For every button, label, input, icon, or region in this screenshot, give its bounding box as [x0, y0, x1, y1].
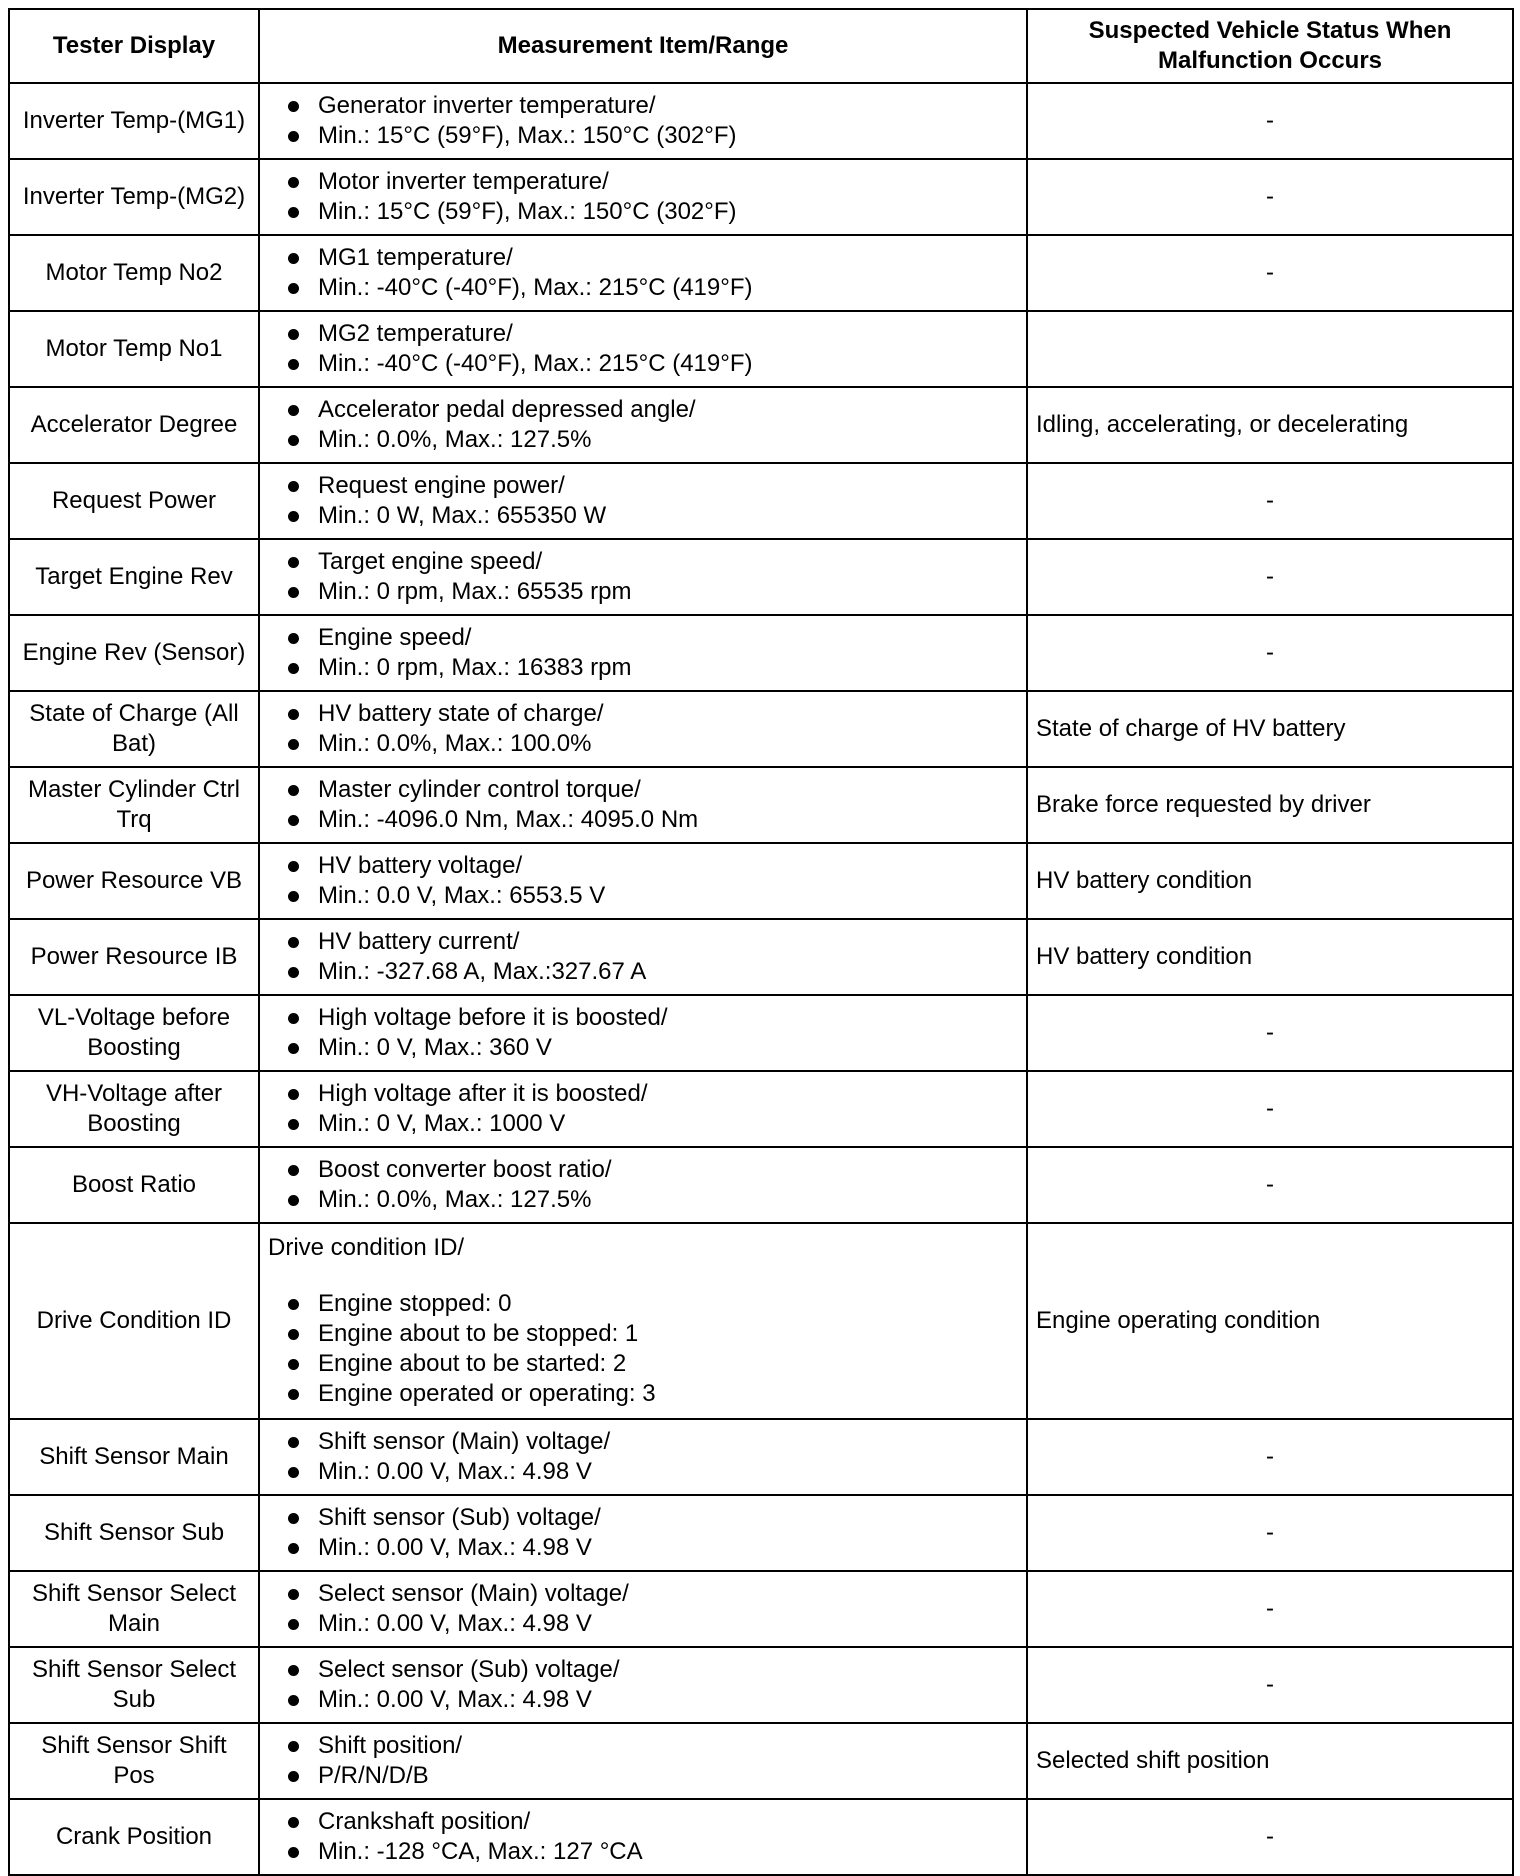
measurement-item: HV battery state of charge/ — [268, 699, 1018, 729]
tester-display-cell: Shift Sensor Sub — [9, 1495, 259, 1571]
measurement-list — [268, 1003, 1018, 1063]
measurement-item: Min.: 15°C (59°F), Max.: 150°C (302°F) — [268, 121, 1018, 151]
measurement-list — [268, 319, 1018, 379]
measurement-item: P/R/N/D/B — [268, 1761, 1018, 1791]
measurement-item: Select sensor (Main) voltage/ — [268, 1579, 1018, 1609]
measurement-item: Engine speed/ — [268, 623, 1018, 653]
measurement-item: Min.: 0 rpm, Max.: 16383 rpm — [268, 653, 1018, 683]
tester-display-cell: Power Resource IB — [9, 919, 259, 995]
header-status: Suspected Vehicle Status When Malfunction Occurs — [1027, 9, 1513, 83]
measurement-cell — [259, 843, 1027, 919]
status-cell — [1027, 311, 1513, 387]
measurement-item: Min.: 0.00 V, Max.: 4.98 V — [268, 1609, 1018, 1639]
measurement-item: Min.: 0.0%, Max.: 100.0% — [268, 729, 1018, 759]
measurement-list — [268, 547, 1018, 607]
measurement-item: Min.: -40°C (-40°F), Max.: 215°C (419°F) — [268, 273, 1018, 303]
measurement-item: Min.: 0 rpm, Max.: 65535 rpm — [268, 577, 1018, 607]
status-cell: - — [1027, 235, 1513, 311]
tester-display-cell: Inverter Temp-(MG2) — [9, 159, 259, 235]
tester-display-cell: Request Power — [9, 463, 259, 539]
measurement-item: Accelerator pedal depressed angle/ — [268, 395, 1018, 425]
table-row — [9, 159, 1513, 235]
measurement-item: Master cylinder control torque/ — [268, 775, 1018, 805]
measurement-item: Target engine speed/ — [268, 547, 1018, 577]
table-row — [9, 463, 1513, 539]
status-cell: HV battery condition — [1027, 919, 1513, 995]
tester-display-cell: Accelerator Degree — [9, 387, 259, 463]
measurement-item: Min.: 0.00 V, Max.: 4.98 V — [268, 1685, 1018, 1715]
status-cell: HV battery condition — [1027, 843, 1513, 919]
status-cell: Idling, accelerating, or decelerating — [1027, 387, 1513, 463]
tester-data-table — [8, 8, 1514, 1876]
measurement-cell — [259, 387, 1027, 463]
table-row — [9, 1147, 1513, 1223]
measurement-cell — [259, 311, 1027, 387]
tester-display-cell: Engine Rev (Sensor) — [9, 615, 259, 691]
measurement-item: Select sensor (Sub) voltage/ — [268, 1655, 1018, 1685]
table-row — [9, 995, 1513, 1071]
measurement-cell — [259, 767, 1027, 843]
tester-display-cell: VL-Voltage before Boosting — [9, 995, 259, 1071]
measurement-item: Engine about to be started: 2 — [268, 1349, 1018, 1379]
measurement-cell — [259, 995, 1027, 1071]
measurement-cell — [259, 691, 1027, 767]
measurement-list — [268, 1427, 1018, 1487]
measurement-list — [268, 1579, 1018, 1639]
measurement-list — [268, 1731, 1018, 1791]
measurement-item: Generator inverter temperature/ — [268, 91, 1018, 121]
measurement-cell — [259, 159, 1027, 235]
measurement-item: Min.: 0.00 V, Max.: 4.98 V — [268, 1457, 1018, 1487]
tester-display-cell: Boost Ratio — [9, 1147, 259, 1223]
measurement-item: MG1 temperature/ — [268, 243, 1018, 273]
measurement-cell — [259, 235, 1027, 311]
table-body — [9, 83, 1513, 1875]
status-cell: - — [1027, 615, 1513, 691]
tester-display-cell: Shift Sensor Shift Pos — [9, 1723, 259, 1799]
tester-display-cell: Motor Temp No2 — [9, 235, 259, 311]
measurement-list — [268, 1079, 1018, 1139]
measurement-item: MG2 temperature/ — [268, 319, 1018, 349]
tester-display-cell: Shift Sensor Select Main — [9, 1571, 259, 1647]
measurement-cell — [259, 463, 1027, 539]
status-cell: Selected shift position — [1027, 1723, 1513, 1799]
measurement-cell — [259, 83, 1027, 159]
status-cell: - — [1027, 463, 1513, 539]
status-cell: - — [1027, 1071, 1513, 1147]
table-row — [9, 1799, 1513, 1875]
table-row — [9, 539, 1513, 615]
measurement-item: Min.: 0 W, Max.: 655350 W — [268, 501, 1018, 531]
status-cell: - — [1027, 995, 1513, 1071]
tester-display-cell: Drive Condition ID — [9, 1223, 259, 1419]
measurement-cell — [259, 1495, 1027, 1571]
table-row — [9, 387, 1513, 463]
table-row — [9, 1571, 1513, 1647]
measurement-item: Min.: -327.68 A, Max.:327.67 A — [268, 957, 1018, 987]
measurement-cell — [259, 919, 1027, 995]
measurement-cell — [259, 1799, 1027, 1875]
measurement-list — [268, 91, 1018, 151]
measurement-list — [268, 243, 1018, 303]
measurement-item: High voltage before it is boosted/ — [268, 1003, 1018, 1033]
table-row — [9, 235, 1513, 311]
measurement-item: Boost converter boost ratio/ — [268, 1155, 1018, 1185]
table-row — [9, 1223, 1513, 1419]
header-row — [9, 9, 1513, 83]
measurement-item: Min.: 0.0%, Max.: 127.5% — [268, 1185, 1018, 1215]
measurement-cell — [259, 539, 1027, 615]
measurement-cell — [259, 1723, 1027, 1799]
measurement-item: Request engine power/ — [268, 471, 1018, 501]
table-row — [9, 843, 1513, 919]
tester-display-cell: Inverter Temp-(MG1) — [9, 83, 259, 159]
table-row — [9, 919, 1513, 995]
table-row — [9, 83, 1513, 159]
measurement-item: Min.: 0 V, Max.: 360 V — [268, 1033, 1018, 1063]
status-cell: - — [1027, 539, 1513, 615]
measurement-item: Min.: -128 °CA, Max.: 127 °CA — [268, 1837, 1018, 1867]
status-cell: - — [1027, 1495, 1513, 1571]
measurement-item: Engine about to be stopped: 1 — [268, 1319, 1018, 1349]
status-cell: Brake force requested by driver — [1027, 767, 1513, 843]
measurement-list — [268, 1503, 1018, 1563]
table-row — [9, 311, 1513, 387]
table-row — [9, 1419, 1513, 1495]
measurement-item: Min.: 0.00 V, Max.: 4.98 V — [268, 1533, 1018, 1563]
table-row — [9, 1071, 1513, 1147]
measurement-item: Engine operated or operating: 3 — [268, 1379, 1018, 1409]
measurement-item: High voltage after it is boosted/ — [268, 1079, 1018, 1109]
measurement-intro: Drive condition ID/ — [268, 1234, 465, 1261]
tester-display-cell: Shift Sensor Select Sub — [9, 1647, 259, 1723]
measurement-item: Motor inverter temperature/ — [268, 167, 1018, 197]
measurement-list — [268, 1289, 1018, 1409]
measurement-item: Shift sensor (Sub) voltage/ — [268, 1503, 1018, 1533]
header-tester-display: Tester Display — [9, 9, 259, 83]
measurement-item: Engine stopped: 0 — [268, 1289, 1018, 1319]
tester-display-cell: Motor Temp No1 — [9, 311, 259, 387]
measurement-cell — [259, 615, 1027, 691]
measurement-item: Min.: 0 V, Max.: 1000 V — [268, 1109, 1018, 1139]
tester-display-cell: Power Resource VB — [9, 843, 259, 919]
tester-display-cell: Target Engine Rev — [9, 539, 259, 615]
tester-display-cell: Master Cylinder Ctrl Trq — [9, 767, 259, 843]
measurement-list — [268, 851, 1018, 911]
measurement-list — [268, 167, 1018, 227]
status-cell: - — [1027, 83, 1513, 159]
status-cell: State of charge of HV battery — [1027, 691, 1513, 767]
measurement-item: Min.: -4096.0 Nm, Max.: 4095.0 Nm — [268, 805, 1018, 835]
measurement-list — [268, 1155, 1018, 1215]
status-cell: - — [1027, 1419, 1513, 1495]
table-row — [9, 767, 1513, 843]
status-cell: - — [1027, 1571, 1513, 1647]
table-row — [9, 615, 1513, 691]
measurement-list — [268, 927, 1018, 987]
measurement-item: HV battery voltage/ — [268, 851, 1018, 881]
measurement-list — [268, 699, 1018, 759]
measurement-item: Shift position/ — [268, 1731, 1018, 1761]
measurement-cell — [259, 1571, 1027, 1647]
status-cell: Engine operating condition — [1027, 1223, 1513, 1419]
status-cell: - — [1027, 1147, 1513, 1223]
table-row — [9, 1647, 1513, 1723]
status-cell: - — [1027, 159, 1513, 235]
measurement-list — [268, 471, 1018, 531]
table-row — [9, 691, 1513, 767]
tester-display-cell: Crank Position — [9, 1799, 259, 1875]
status-cell: - — [1027, 1799, 1513, 1875]
measurement-item: HV battery current/ — [268, 927, 1018, 957]
measurement-list — [268, 1807, 1018, 1867]
measurement-item: Min.: 15°C (59°F), Max.: 150°C (302°F) — [268, 197, 1018, 227]
measurement-list — [268, 623, 1018, 683]
measurement-cell — [259, 1647, 1027, 1723]
measurement-item: Min.: -40°C (-40°F), Max.: 215°C (419°F) — [268, 349, 1018, 379]
measurement-cell — [259, 1071, 1027, 1147]
table-row — [9, 1495, 1513, 1571]
header-measurement: Measurement Item/Range — [259, 9, 1027, 83]
measurement-cell — [259, 1223, 1027, 1419]
tester-display-cell: VH-Voltage after Boosting — [9, 1071, 259, 1147]
measurement-list — [268, 1655, 1018, 1715]
measurement-item: Shift sensor (Main) voltage/ — [268, 1427, 1018, 1457]
measurement-list — [268, 775, 1018, 835]
table-row — [9, 1723, 1513, 1799]
measurement-list — [268, 395, 1018, 455]
measurement-cell — [259, 1147, 1027, 1223]
tester-display-cell: Shift Sensor Main — [9, 1419, 259, 1495]
measurement-cell — [259, 1419, 1027, 1495]
measurement-item: Crankshaft position/ — [268, 1807, 1018, 1837]
tester-display-cell: State of Charge (All Bat) — [9, 691, 259, 767]
status-cell: - — [1027, 1647, 1513, 1723]
measurement-item: Min.: 0.0%, Max.: 127.5% — [268, 425, 1018, 455]
measurement-item: Min.: 0.0 V, Max.: 6553.5 V — [268, 881, 1018, 911]
